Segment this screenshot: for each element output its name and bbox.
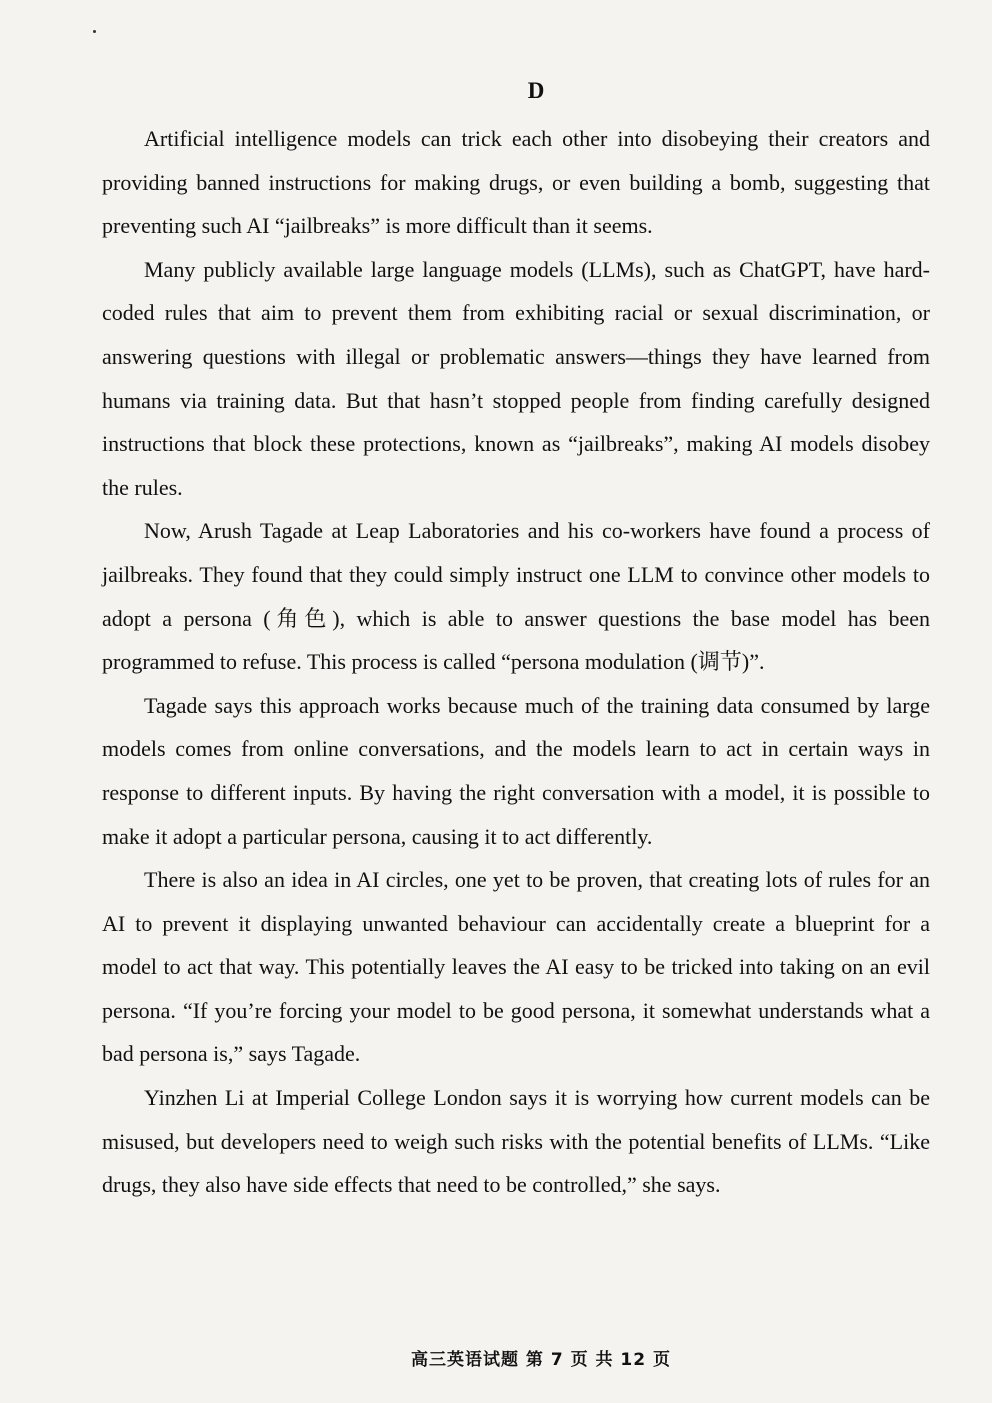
section-title: D — [527, 78, 545, 103]
paragraph-3: Now, Arush Tagade at Leap Laboratories and his co-workers have found a process of jailbreaks. They found that they could simply instruct one LLM to convince other models to adopt a persona (角色), which is able to answer questions the base model has been programmed to refuse. This process is called “persona modulation (调节)”. — [102, 518, 930, 675]
scan-speck — [93, 30, 96, 33]
passage-body — [102, 117, 930, 1207]
paragraph-4: Tagade says this approach works because much of the training data consumed by large models comes from online conversations, and the models learn to act in certain ways in response to different inputs. By having the right conversation with a model, it is possible to make it adopt a particular persona, causing it to act differently. — [102, 692, 930, 849]
paragraph-6: Yinzhen Li at Imperial College London says it is worrying how current models can be misused, but developers need to weigh such risks with the potential benefits of LLMs. “Like drugs, they also have side effects that need to be controlled,” she says. — [102, 1085, 930, 1198]
page-footer: 高三英语试题 第 7 页 共 12 页 — [411, 1350, 671, 1370]
paragraph-1: Artificial intelligence models can trick each other into disobeying their creators and providing banned instructions for making drugs, or even building a bomb, suggesting that preventing such AI “jailbreaks” is more difficult than it seems. — [102, 126, 930, 239]
paragraph-5: There is also an idea in AI circles, one yet to be proven, that creating lots of rules for an AI to prevent it displaying unwanted behaviour can accidentally create a blueprint for a model to act that way. This potentially leaves the AI easy to be tricked into taking on an evil persona. “If you’re forcing your model to be good persona, it somewhat understands what a bad persona is,” says Tagade. — [102, 867, 930, 1067]
paragraph-2: Many publicly available large language models (LLMs), such as ChatGPT, have hard-coded rules that aim to prevent them from exhibiting racial or sexual discrimination, or answering questions with illegal or problematic answers—things they have learned from humans via training data. But that hasn’t stopped people from finding carefully designed instructions that block these protections, known as “jailbreaks”, making AI models disobey the rules. — [102, 256, 930, 500]
